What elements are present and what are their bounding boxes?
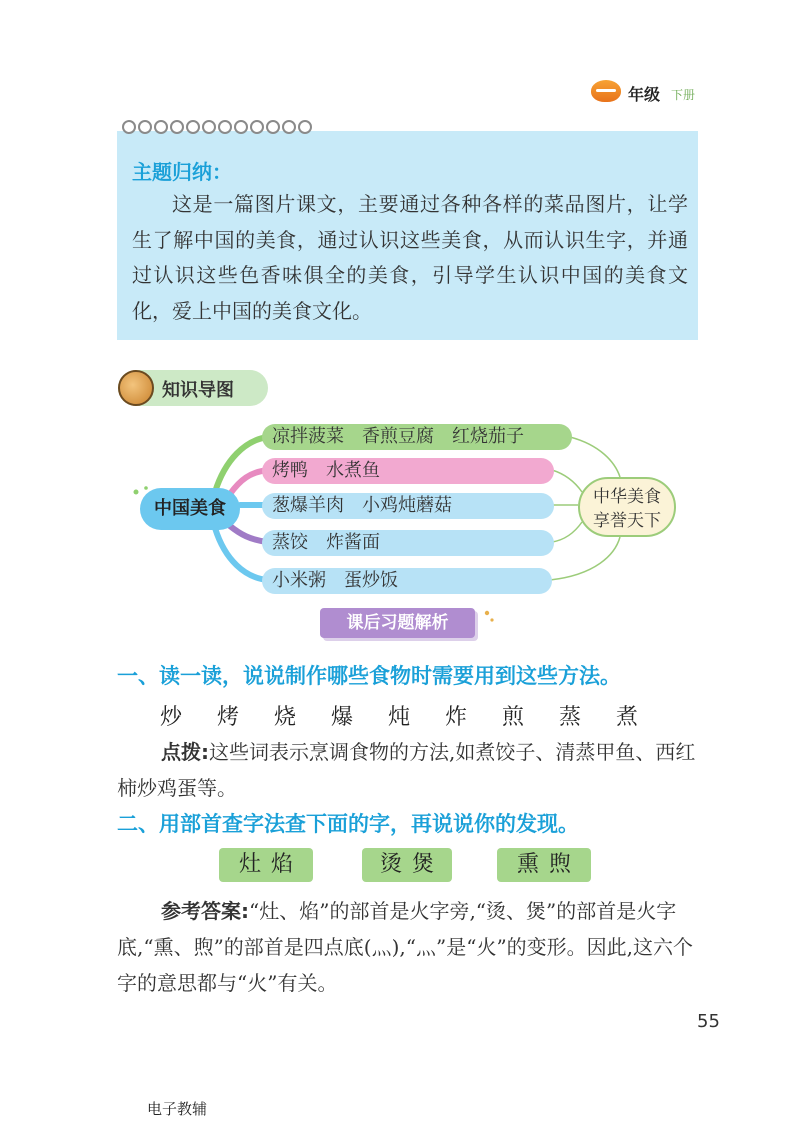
hint-label: 点拨: [161, 740, 209, 764]
summary-line-2: 享誉天下 [593, 511, 661, 531]
branch-rice: 小米粥 蛋炒饭 [262, 568, 552, 594]
footer-label: 电子教辅 [147, 1100, 208, 1118]
question-1-title: 一、读一读，说说制作哪些食物时需要用到这些方法。 [117, 664, 621, 688]
theme-text: 这是一篇图片课文，主要通过各种各样的菜品图片，让学生了解中国的美食，通过认识这些美食，从而认识生字，并通过认识这些色香味俱全的美食，引导学生认识中国的美食文化，爱上中国的美食文化。 [132, 192, 688, 323]
branch-meat: 葱爆羊肉 小鸡炖蘑菇 [262, 493, 554, 519]
mind-map-center: 中国美食 [140, 488, 240, 530]
answer-label: 参考答案: [161, 899, 249, 923]
branch-vegetables: 凉拌菠菜 香煎豆腐 红烧茄子 [262, 424, 572, 450]
char-group-1: 灶焰 [219, 848, 313, 882]
hint-text: 这些词表示烹调食物的方法,如煮饺子、清蒸甲鱼、西红柿炒鸡蛋等。 [117, 740, 696, 800]
term-label: 下册 [671, 88, 696, 102]
cooking-method-chars: 炒 烤 烧 爆 炖 炸 煎 蒸 煮 [160, 705, 652, 730]
exercise-analysis-tab: 课后习题解析 [320, 608, 475, 638]
page-number: 55 [697, 1011, 720, 1032]
grade-label: 年级 [628, 85, 661, 104]
branch-noodles: 蒸饺 炸酱面 [262, 530, 554, 556]
question-2-title: 二、用部首查字法查下面的字，再说说你的发现。 [117, 812, 579, 836]
mind-map-summary [578, 477, 676, 537]
char-group-3: 熏煦 [497, 848, 591, 882]
question-1-hint [117, 734, 697, 806]
char-group-2: 烫煲 [362, 848, 452, 882]
knowledge-map-label: 知识导图 [162, 380, 234, 401]
answer-text: “灶、焰”的部首是火字旁,“烫、煲”的部首是火字底,“熏、煦”的部首是四点底(灬),“灬”是“火”的变形。因此,这六个字的意思都与“火”有关。 [117, 899, 694, 995]
summary-line-1: 中华美食 [593, 487, 661, 507]
branch-roast: 烤鸭 水煮鱼 [262, 458, 554, 484]
theme-title: 主题归纳： [132, 160, 232, 184]
question-2-answer [117, 893, 697, 1001]
